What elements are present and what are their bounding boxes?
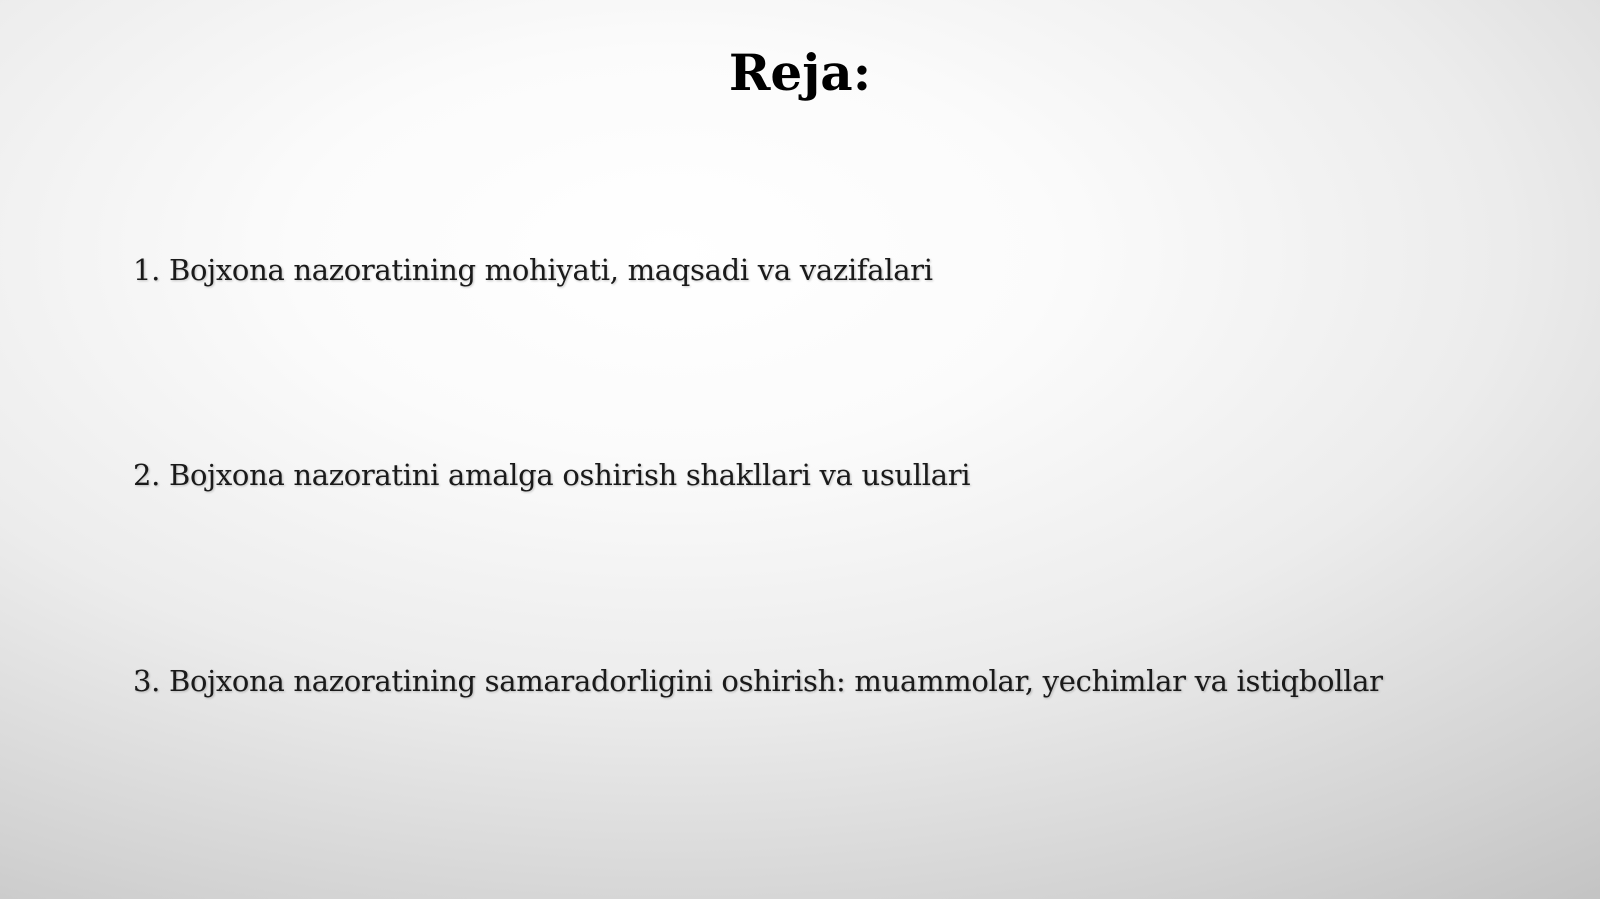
- plan-item-2: 2. Bojxona nazoratini amalga oshirish shakllari va usullari: [133, 458, 971, 492]
- plan-item-1: 1. Bojxona nazoratining mohiyati, maqsadi va vazifalari: [133, 253, 933, 287]
- slide-title: Reja:: [728, 43, 872, 102]
- plan-item-3: 3. Bojxona nazoratining samaradorligini oshirish: muammolar, yechimlar va istiqbollar: [133, 664, 1383, 698]
